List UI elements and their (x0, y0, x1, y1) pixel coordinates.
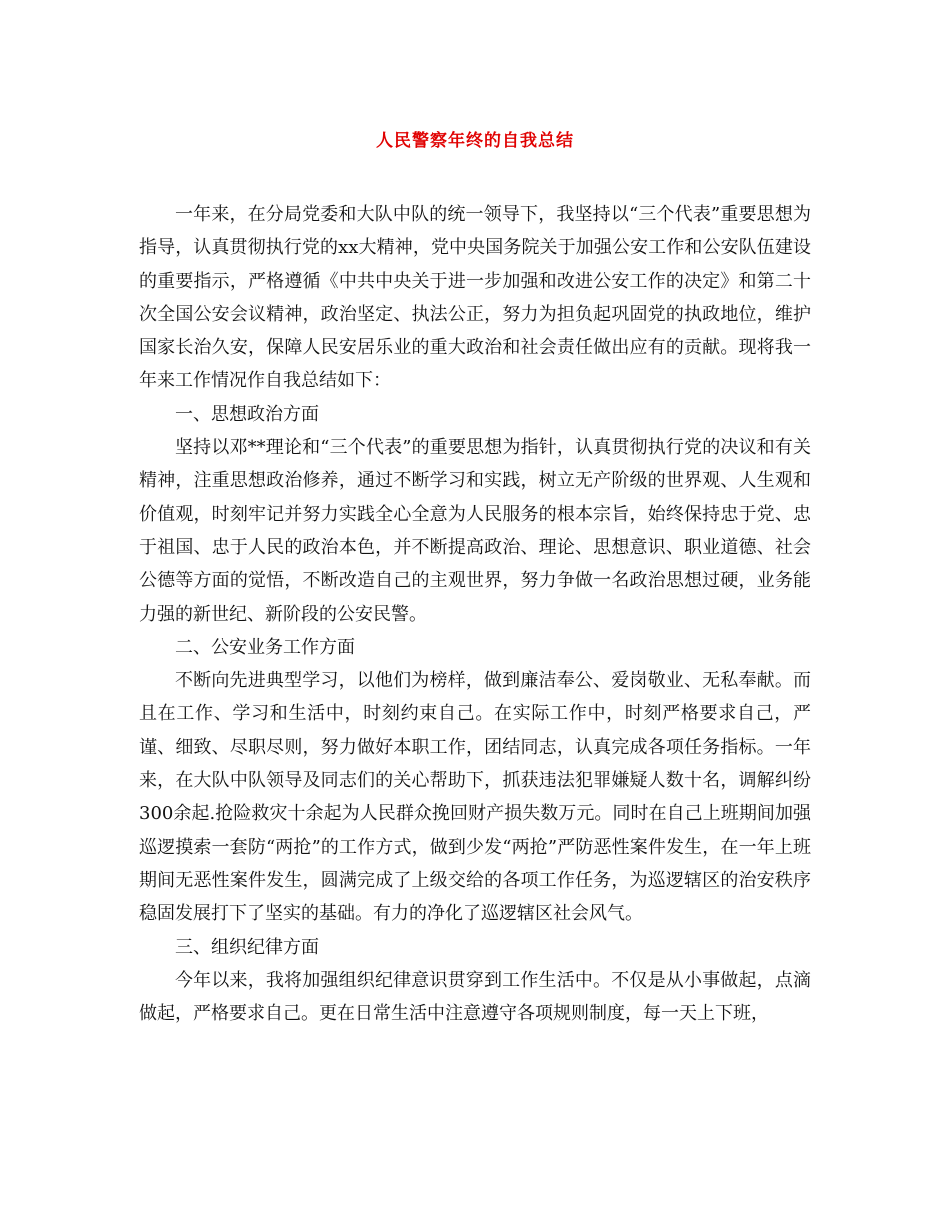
intro-paragraph: 一年来，在分局党委和大队中队的统一领导下，我坚持以“三个代表”重要思想为指导，认真贯彻执行党的xx大精神，党中央国务院关于加强公安工作和公安队伍建设的重要指示，严格遵循《中共中央关于进一步加强和改进公安工作的决定》和第二十次全国公安会议精神，政治坚定、执法公正，努力为担负起巩固党的执政地位，维护国家长治久安，保障人民安居乐业的重大政治和社会责任做出应有的贡献。现将我一年来工作情况作自我总结如下： (139, 204, 811, 392)
document-body (139, 198, 811, 1030)
document-title: 人民警察年终的自我总结 (376, 131, 574, 151)
section-text-business: 不断向先进典型学习，以他们为榜样，做到廉洁奉公、爱岗敬业、无私奉献。而且在工作、学习和生活中，时刻约束自己。在实际工作中，时刻严格要求自己，严谨、细致、尽职尽则，努力做好本职工作，团结同志，认真完成各项任务指标。一年来，在大队中队领导及同志们的关心帮助下，抓获违法犯罪嫌疑人数十名，调解纠纷300余起.抢险救灾十余起为人民群众挽回财产损失数万元。同时在自己上班期间加强巡逻摸索一套防“两抢”的工作方式，做到少发“两抢”严防恶性案件发生，在一年上班期间无恶性案件发生，圆满完成了上级交给的各项工作任务，为巡逻辖区的治安秩序稳固发展打下了坚实的基础。有力的净化了巡逻辖区社会风气。 (139, 670, 811, 925)
section-heading-discipline: 三、组织纪律方面 (175, 936, 319, 958)
section-heading-political: 一、思想政治方面 (175, 403, 319, 425)
section-text-discipline: 今年以来，我将加强组织纪律意识贯穿到工作生活中。不仅是从小事做起，点滴做起，严格要求自己。更在日常生活中注意遵守各项规则制度，每一天上下班， (139, 969, 811, 1025)
section-text-political: 坚持以邓**理论和“三个代表”的重要思想为指针，认真贯彻执行党的决议和有关精神，注重思想政治修养，通过不断学习和实践，树立无产阶级的世界观、人生观和价值观，时刻牢记并努力实践全心全意为人民服务的根本宗旨，始终保持忠于党、忠于祖国、忠于人民的政治本色，并不断提高政治、理论、思想意识、职业道德、社会公德等方面的觉悟，不断改造自己的主观世界，努力争做一名政治思想过硬，业务能力强的新世纪、新阶段的公安民警。 (139, 437, 811, 625)
section-heading-business: 二、公安业务工作方面 (175, 636, 355, 658)
